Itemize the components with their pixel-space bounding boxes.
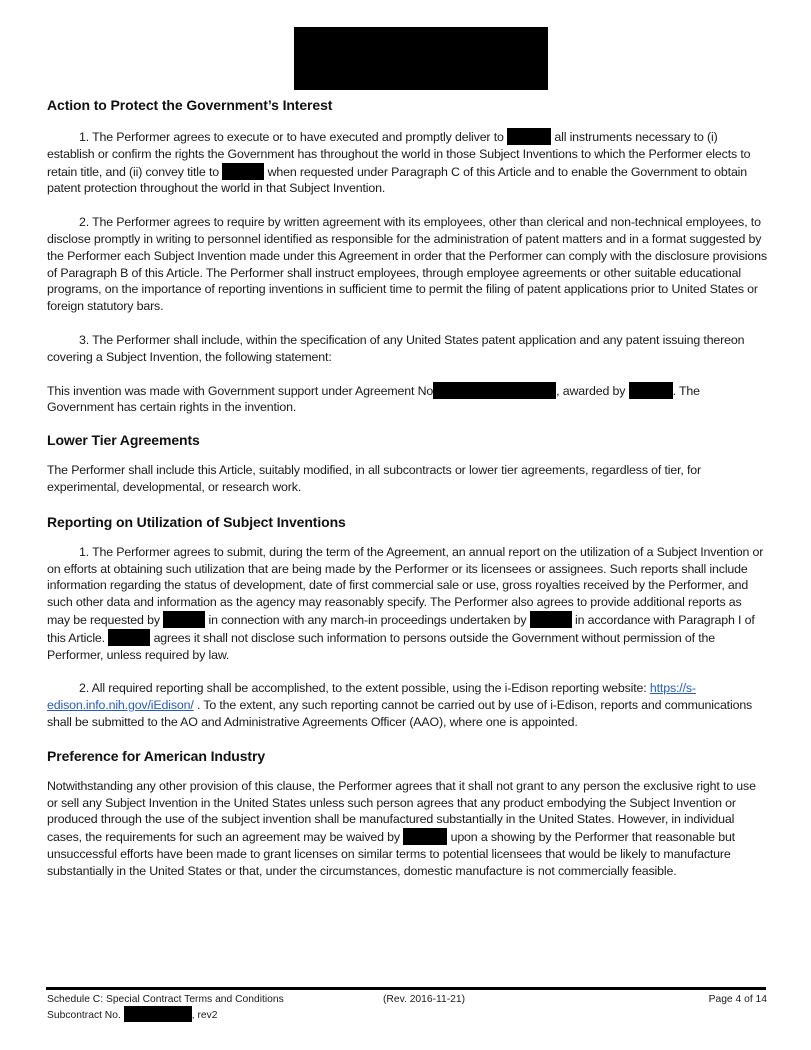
paragraph: The Performer shall include this Article, suitably modified, in all subcontracts or lower tier agreements, regardless of tier, for experimental, developmental, or research work. <box>47 463 702 494</box>
subcontract-number-redaction <box>124 1006 192 1022</box>
header-redaction <box>294 27 548 90</box>
footer-rule <box>46 987 766 990</box>
section-heading: Reporting on Utilization of Subject Inventions <box>47 513 346 530</box>
iedison-link[interactable]: https://s-edison.info.nih.gov/iEdison/ <box>47 681 696 713</box>
redaction <box>108 629 150 646</box>
footer-revision: (Rev. 2016-11-21) <box>383 994 466 1005</box>
footer-schedule-title: Schedule C: Special Contract Terms and Conditions <box>47 994 284 1005</box>
paragraph: 2. All required reporting shall be accomplished, to the extent possible, using the i-Edison reporting website: https://s-edison.info.nih.gov/iEdison/ . To the extent, any such reporting cannot be carried out by use of i-Edison, reports and communications shall be submitted to the AO and Administrative Agreements Officer (AAO), where one is appointed. <box>47 681 753 729</box>
redaction <box>507 128 551 145</box>
redaction <box>163 611 205 628</box>
redaction <box>403 828 447 845</box>
redaction <box>530 611 572 628</box>
page-number: Page 4 of 14 <box>708 994 767 1005</box>
paragraph: Notwithstanding any other provision of this clause, the Performer agrees that it shall not grant to any person the exclusive right to use or sell any Subject Invention in the United States unless such person agrees that any product embodying the Subject Invention or produced through the use of the subject invention shall be manufactured substantially in the United States. However, in individual cases, the requirements for such an agreement may be waived by upon a showing by the Performer that reasonable but unsuccessful efforts have been made to grant licenses on similar terms to potential licensees that would be likely to manufacture substantially in the United States or that, under the circumstances, domestic manufacture is not commercially feasible. <box>47 778 756 878</box>
footer-subcontract: Subcontract No. , rev2 <box>47 1006 217 1022</box>
section-heading: Preference for American Industry <box>47 747 266 764</box>
section-heading: Lower Tier Agreements <box>47 432 200 449</box>
agreement-number-redaction <box>433 382 556 399</box>
section-heading: Action to Protect the Government’s Interest <box>47 97 333 113</box>
redaction <box>629 382 673 399</box>
government-support-statement: This invention was made with Government support under Agreement No , awarded by . The Government has certain rights in the invention. <box>47 383 700 415</box>
document-body <box>47 97 767 880</box>
paragraph: 3. The Performer shall include, within the specification of any United States patent application and any patent issuing thereon covering a Subject Invention, the following statement: <box>47 332 745 364</box>
redaction <box>222 163 264 180</box>
paragraph: 1. The Performer agrees to execute or to have executed and promptly deliver to all instruments necessary to (i) establish or confirm the rights the Government has throughout the world in those Subject Inventions to which the Performer elects to retain title, and (ii) convey title to when requested under Paragraph C of this Article and to enable the Government to obtain patent protection throughout the world in that Subject Invention. <box>47 130 751 196</box>
paragraph: 2. The Performer agrees to require by written agreement with its employees, other than clerical and non-technical employees, to disclose promptly in writing to personnel identified as responsible for the administration of patent matters and in a format suggested by the Performer each Subject Invention made under this Agreement in order that the Performer can comply with the disclosure provisions of Paragraph B of this Article. The Performer shall instruct employees, through employee agreements or other suitable educational programs, on the importance of reporting inventions in sufficient time to permit the filing of patent applications prior to United States or foreign statutory bars. <box>47 215 767 314</box>
paragraph: 1. The Performer agrees to submit, during the term of the Agreement, an annual report on the utilization of a Subject Invention or on efforts at obtaining such utilization that are being made by the Performer or its licensees or assignees. Such reports shall include information regarding the status of development, date of first commercial sale or use, gross royalties received by the Performer, and such other data and information as the agency may reasonably specify. The Performer also agrees to provide additional reports as may be requested by in connection with any march-in proceedings undertaken by in accordance with Paragraph I of this Article. agrees it shall not disclose such information to persons outside the Government without permission of the Performer, unless required by law. <box>47 544 764 662</box>
page-footer <box>47 993 767 1019</box>
